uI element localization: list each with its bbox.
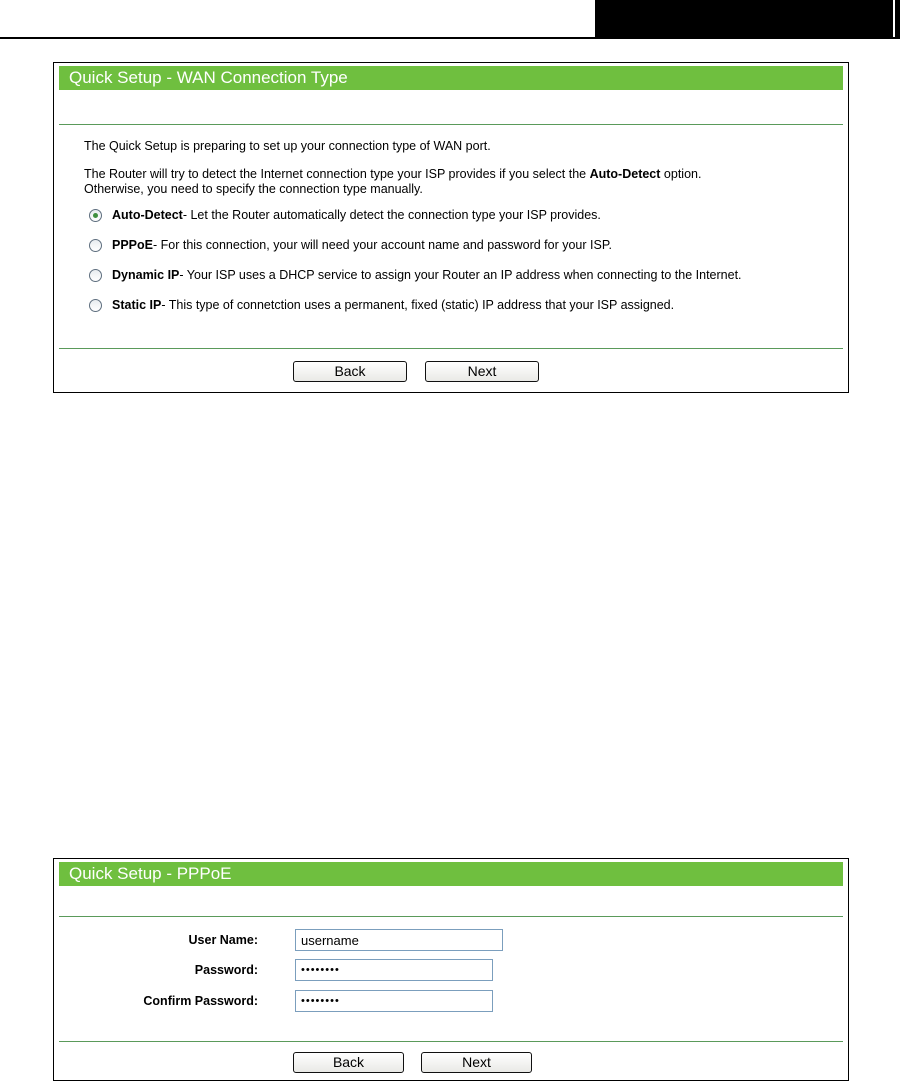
wan-connection-type-panel (53, 62, 849, 393)
wan-panel-title: Quick Setup - WAN Connection Type (59, 66, 843, 90)
pppoe-label: PPPoE (112, 238, 153, 252)
static-ip-label: Static IP (112, 298, 162, 312)
pppoe-next-button[interactable]: Next (421, 1052, 532, 1073)
detect-text-pre: The Router will try to detect the Internet connection type your ISP provides if you select the (84, 167, 590, 181)
wan-back-button[interactable]: Back (293, 361, 407, 382)
detect-text-bold: Auto-Detect (589, 167, 661, 181)
pppoe-desc: - For this connection, your will need your account name and password for your ISP. (153, 238, 613, 252)
option-auto-detect[interactable] (89, 206, 601, 224)
option-static-ip[interactable] (89, 296, 674, 314)
pppoe-panel-title: Quick Setup - PPPoE (59, 862, 843, 886)
pppoe-panel (53, 858, 849, 1081)
auto-detect-radio[interactable] (89, 209, 102, 222)
auto-detect-desc: - Let the Router automatically detect the connection type your ISP provides. (182, 208, 601, 222)
password-label: Password: (194, 963, 258, 977)
wan-intro-text: The Quick Setup is preparing to set up your connection type of WAN port. (84, 139, 491, 153)
wan-manual-text: Otherwise, you need to specify the connection type manually. (84, 182, 423, 196)
auto-detect-label: Auto-Detect (112, 208, 183, 222)
pppoe-back-button[interactable]: Back (293, 1052, 404, 1073)
dynamic-ip-desc: - Your ISP uses a DHCP service to assign your Router an IP address when connecting to the Internet. (179, 268, 742, 282)
confirm-password-label: Confirm Password: (143, 994, 258, 1008)
wan-bottom-divider (59, 348, 843, 349)
pppoe-bottom-divider (59, 1041, 843, 1042)
wan-next-button[interactable]: Next (425, 361, 539, 382)
wan-top-divider (59, 124, 843, 125)
page-header-rule (0, 37, 900, 39)
wan-detect-text (84, 166, 701, 182)
static-ip-radio[interactable] (89, 299, 102, 312)
page-header-block (595, 0, 900, 39)
dynamic-ip-radio[interactable] (89, 269, 102, 282)
confirm-password-input[interactable] (295, 990, 493, 1012)
user-name-input[interactable] (295, 929, 503, 951)
pppoe-top-divider (59, 916, 843, 917)
pppoe-radio[interactable] (89, 239, 102, 252)
user-name-label: User Name: (188, 933, 258, 947)
option-dynamic-ip[interactable] (89, 266, 742, 284)
page-header-gap (893, 0, 895, 37)
static-ip-desc: - This type of connetction uses a permanent, fixed (static) IP address that your ISP assigned. (161, 298, 675, 312)
dynamic-ip-label: Dynamic IP (112, 268, 180, 282)
password-input[interactable] (295, 959, 493, 981)
option-pppoe[interactable] (89, 236, 612, 254)
detect-text-post: option. (660, 167, 702, 181)
